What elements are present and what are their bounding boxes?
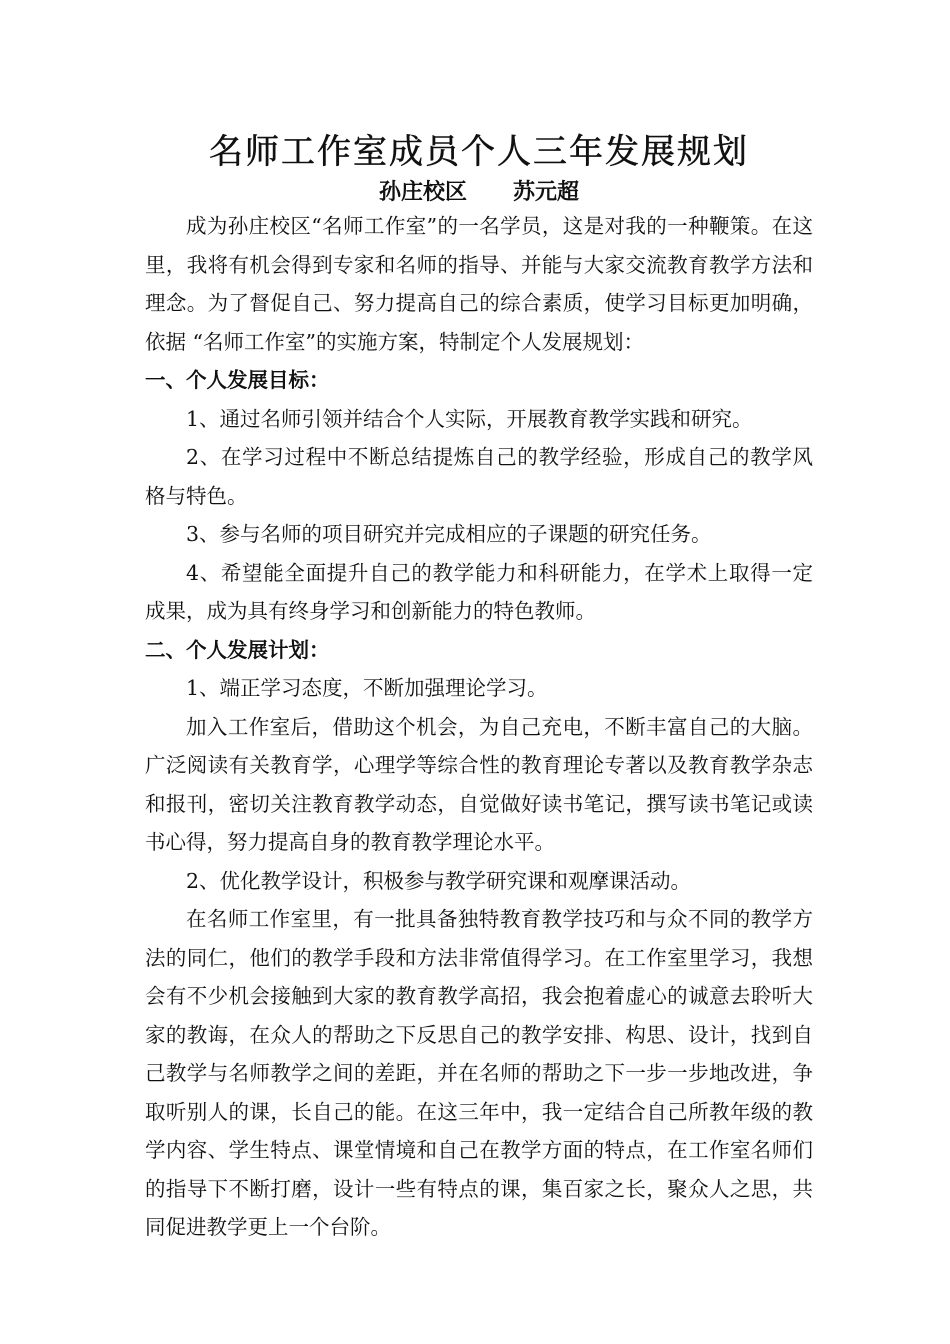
- intro-paragraph: 成为孙庄校区“名师工作室”的一名学员，这是对我的一种鞭策。在这里，我将有机会得到专家和名师的指导、并能与大家交流教育教学方法和理念。为了督促自己、努力提高自己的综合素质，使学习目标更加明确，依据 “名师工作室”的实施方案，特制定个人发展规划：: [145, 214, 813, 354]
- plan-subheading: 1、端正学习态度，不断加强理论学习。: [186, 676, 548, 700]
- goal-item: 4、希望能全面提升自己的教学能力和科研能力，在学术上取得一定成果，成为具有终身学习和创新能力的特色教师。: [145, 560, 813, 623]
- plan-subheading: 2、优化教学设计，积极参与教学研究课和观摩课活动。: [186, 868, 692, 893]
- document-page: [145, 125, 813, 1247]
- byline: [145, 179, 813, 205]
- document-title: 名师工作室成员个人三年发展规划: [209, 132, 749, 172]
- plan-paragraph: 加入工作室后，借助这个机会，为自己充电，不断丰富自己的大脑。广泛阅读有关教育学，心理学等综合性的教育理论专著以及教育教学杂志和报刊，密切关注教育教学动态，自觉做好读书笔记，撰写读书笔记或读书心得，努力提高自身的教育教学理论水平。: [145, 714, 813, 854]
- goal-item: 1、通过名师引领并结合个人实际，开展教育教学实践和研究。: [186, 406, 753, 431]
- school-name: 孙庄校区: [378, 179, 467, 205]
- plan-paragraph: 在名师工作室里，有一批具备独特教育教学技巧和与众不同的教学方法的同仁，他们的教学手段和方法非常值得学习。在工作室里学习，我想会有不少机会接触到大家的教育教学高招，我会抱着虚心的诚意去聆听大家的教诲，在众人的帮助之下反思自己的教学安排、构思、设计，找到自己教学与名师教学之间的差距，并在名师的帮助之下一步一步地改进，争取听别人的课，长自己的能。在这三年中，我一定结合自己所教年级的教学内容、学生特点、课堂情境和自己在教学方面的特点，在工作室名师们的指导下不断打磨，设计一些有特点的课，集百家之长，聚众人之思，共同促进教学更上一个台阶。: [145, 907, 813, 1239]
- section-heading-goals: 一、个人发展目标：: [145, 368, 330, 392]
- author-name: 苏元超: [513, 179, 580, 205]
- goal-item: 2、在学习过程中不断总结提炼自己的教学经验，形成自己的教学风格与特色。: [145, 445, 813, 508]
- section-heading-plan: 二、个人发展计划：: [145, 637, 330, 662]
- goal-item: 3、参与名师的项目研究并完成相应的子课题的研究任务。: [186, 522, 712, 546]
